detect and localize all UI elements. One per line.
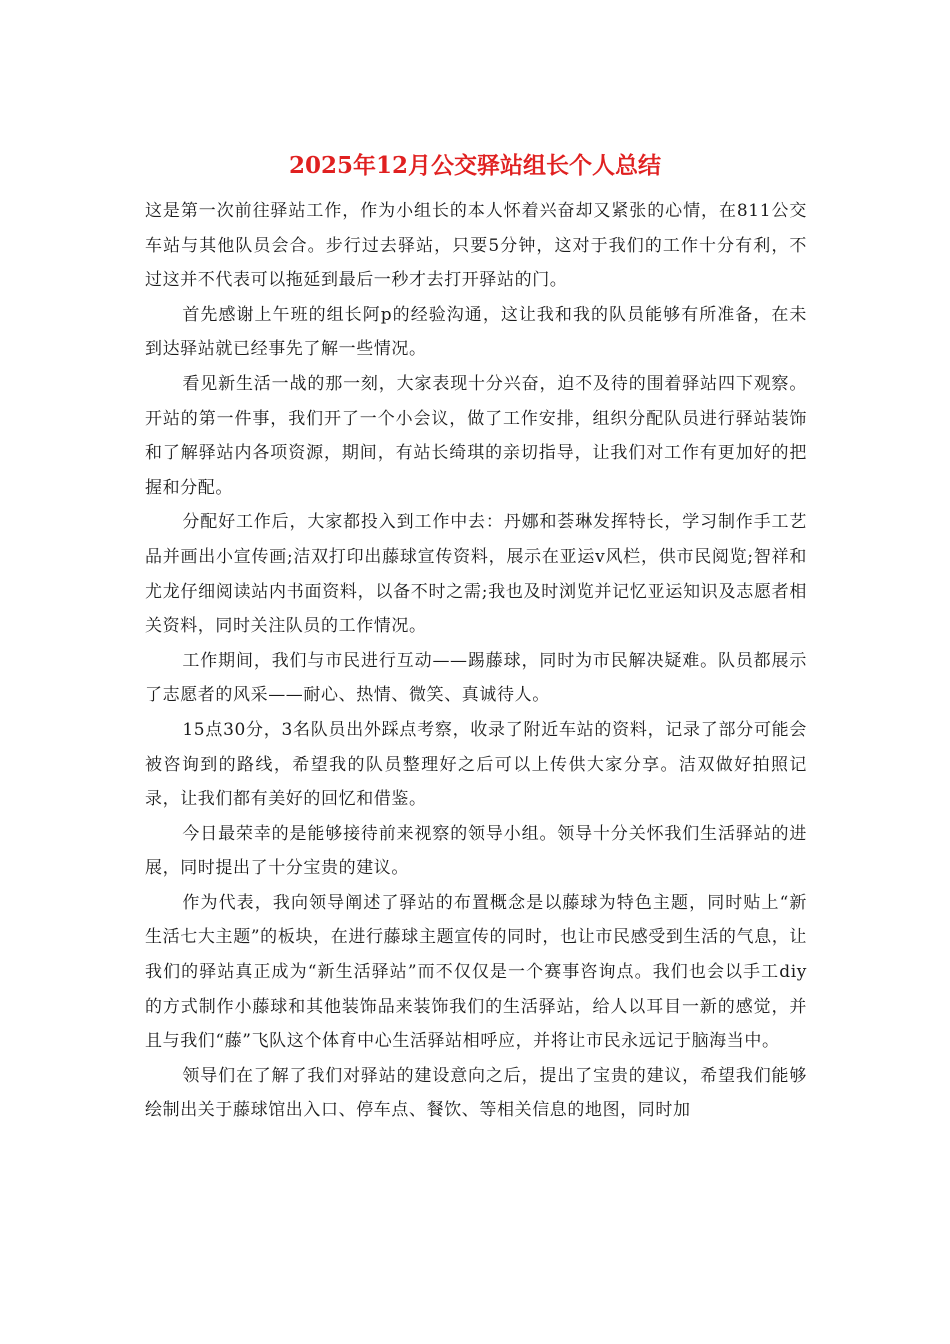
- paragraph: 首先感谢上午班的组长阿p的经验沟通，这让我和我的队员能够有所准备，在未到达驿站就已经事先了解一些情况。: [145, 304, 807, 360]
- paragraph: 今日最荣幸的是能够接待前来视察的领导小组。领导十分关怀我们生活驿站的进展，同时提出了十分宝贵的建议。: [145, 823, 807, 879]
- paragraph: 分配好工作后，大家都投入到工作中去：丹娜和荟琳发挥特长，学习制作手工艺品并画出小宣传画;洁双打印出藤球宣传资料，展示在亚运v风栏，供市民阅览;智祥和尤龙仔细阅读站内书面资料，以备不时之需;我也及时浏览并记忆亚运知识及志愿者相关资料，同时关注队员的工作情况。: [145, 512, 807, 637]
- paragraph: 作为代表，我向领导阐述了驿站的布置概念是以藤球为特色主题，同时贴上“新生活七大主题”的板块，在进行藤球主题宣传的同时，也让市民感受到生活的气息，让我们的驿站真正成为“新生活驿站”而不仅仅是一个赛事咨询点。我们也会以手工diy的方式制作小藤球和其他装饰品来装饰我们的生活驿站，给人以耳目一新的感觉，并且与我们“藤”飞队这个体育中心生活驿站相呼应，并将让市民永远记于脑海当中。: [145, 892, 807, 1052]
- paragraph: 15点30分，3名队员出外踩点考察，收录了附近车站的资料，记录了部分可能会被咨询到的路线，希望我的队员整理好之后可以上传供大家分享。洁双做好拍照记录，让我们都有美好的回忆和借鉴。: [145, 719, 807, 810]
- paragraph-intro: 这是第一次前往驿站工作，作为小组长的本人怀着兴奋却又紧张的心情，在811公交车站与其他队员会合。步行过去驿站，只要5分钟，这对于我们的工作十分有利，不过这并不代表可以拖延到最后一秒才去打开驿站的门。: [145, 201, 807, 291]
- document-title: 2025年12月公交驿站组长个人总结: [288, 152, 662, 179]
- document-body: [145, 194, 807, 1128]
- paragraph: 看见新生活一战的那一刻，大家表现十分兴奋，迫不及待的围着驿站四下观察。开站的第一件事，我们开了一个小会议，做了工作安排，组织分配队员进行驿站装饰和了解驿站内各项资源，期间，有站长绮琪的亲切指导，让我们对工作有更加好的把握和分配。: [145, 373, 807, 498]
- paragraph: 领导们在了解了我们对驿站的建设意向之后，提出了宝贵的建议，希望我们能够绘制出关于藤球馆出入口、停车点、餐饮、等相关信息的地图，同时加: [145, 1065, 807, 1121]
- paragraph: 工作期间，我们与市民进行互动——踢藤球，同时为市民解决疑难。队员都展示了志愿者的风采——耐心、热情、微笑、真诚待人。: [145, 650, 807, 706]
